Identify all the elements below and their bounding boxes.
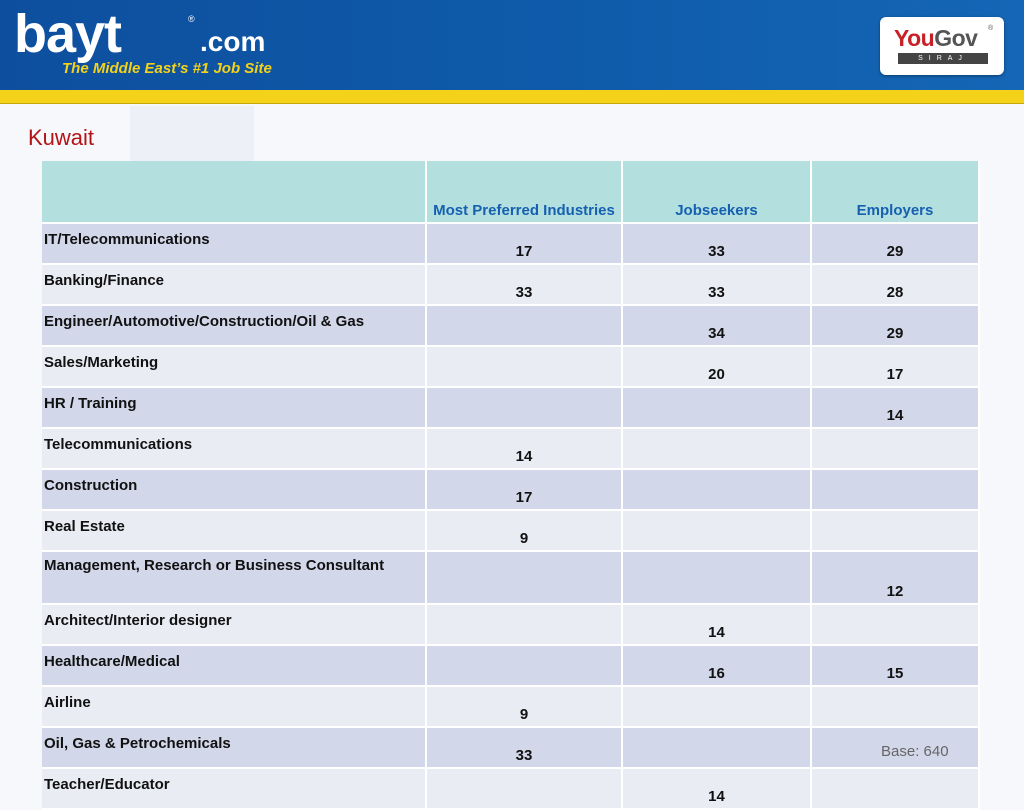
table-header-row [42, 161, 980, 224]
most-preferred-value [427, 646, 623, 687]
most-preferred-value: 9 [427, 687, 623, 728]
table-row [42, 265, 980, 306]
table-row [42, 728, 980, 769]
most-preferred-value [427, 388, 623, 429]
yougov-gov: Gov [934, 25, 978, 51]
header-industry [42, 161, 427, 224]
yougov-you: You [894, 25, 935, 51]
employers-value: 29 [812, 306, 980, 347]
industry-label: Healthcare/Medical [42, 646, 427, 687]
most-preferred-value [427, 605, 623, 646]
jobseekers-value [623, 728, 812, 769]
jobseekers-value [623, 470, 812, 511]
employers-value [812, 605, 980, 646]
table-row [42, 224, 980, 265]
employers-value [812, 687, 980, 728]
jobseekers-value [623, 429, 812, 470]
industry-label: Architect/Interior designer [42, 605, 427, 646]
employers-value: 17 [812, 347, 980, 388]
industry-label: Telecommunications [42, 429, 427, 470]
industry-label: Banking/Finance [42, 265, 427, 306]
table-row [42, 769, 980, 810]
table-row [42, 347, 980, 388]
jobseekers-value [623, 388, 812, 429]
table-row [42, 552, 980, 605]
employers-value: 14 [812, 388, 980, 429]
header-jobseekers: Jobseekers [623, 161, 812, 224]
header-banner [0, 0, 1024, 90]
table-row [42, 306, 980, 347]
table-row [42, 646, 980, 687]
employers-value [812, 429, 980, 470]
table-row [42, 687, 980, 728]
yougov-logo [880, 17, 1004, 75]
industry-label: Real Estate [42, 511, 427, 552]
most-preferred-value: 33 [427, 265, 623, 306]
jobseekers-value [623, 552, 812, 605]
industry-label: Airline [42, 687, 427, 728]
table-row [42, 605, 980, 646]
most-preferred-value [427, 552, 623, 605]
industry-label: Oil, Gas & Petrochemicals [42, 728, 427, 769]
jobseekers-value: 14 [623, 605, 812, 646]
most-preferred-value: 17 [427, 224, 623, 265]
base-note: Base: 640 [881, 743, 949, 760]
industry-preference-table [42, 161, 980, 810]
page-title: Kuwait [28, 125, 95, 150]
jobseekers-value: 33 [623, 265, 812, 306]
employers-value [812, 769, 980, 810]
industry-label: Engineer/Automotive/Construction/Oil & Gas [42, 306, 427, 347]
background-watermark [130, 106, 254, 162]
jobseekers-value: 33 [623, 224, 812, 265]
jobseekers-value: 34 [623, 306, 812, 347]
employers-value: 12 [812, 552, 980, 605]
yougov-wordmark [894, 25, 977, 51]
most-preferred-value: 14 [427, 429, 623, 470]
table-row [42, 470, 980, 511]
table-row [42, 388, 980, 429]
table-row [42, 429, 980, 470]
jobseekers-value [623, 511, 812, 552]
yougov-subtext: SIRAJ [918, 55, 968, 62]
industry-label: Teacher/Educator [42, 769, 427, 810]
most-preferred-value [427, 306, 623, 347]
tagline: The Middle East’s #1 Job Site [62, 60, 272, 77]
yougov-registered-mark: ® [988, 25, 994, 32]
jobseekers-value: 16 [623, 646, 812, 687]
most-preferred-value: 17 [427, 470, 623, 511]
bayt-logo-registered-mark: ® [188, 14, 195, 24]
most-preferred-value [427, 769, 623, 810]
industry-label: Management, Research or Business Consultant [42, 552, 427, 605]
jobseekers-value: 20 [623, 347, 812, 388]
employers-value: 28 [812, 265, 980, 306]
header-most-preferred: Most Preferred Industries [427, 161, 623, 224]
employers-value [812, 511, 980, 552]
employers-value [812, 470, 980, 511]
most-preferred-value: 9 [427, 511, 623, 552]
employers-value: 29 [812, 224, 980, 265]
bayt-logo: bayt [14, 4, 122, 64]
bayt-logo-suffix: .com [200, 26, 266, 57]
most-preferred-value [427, 347, 623, 388]
jobseekers-value: 14 [623, 769, 812, 810]
industry-label: IT/Telecommunications [42, 224, 427, 265]
most-preferred-value: 33 [427, 728, 623, 769]
industry-label: HR / Training [42, 388, 427, 429]
industry-label: Sales/Marketing [42, 347, 427, 388]
jobseekers-value [623, 687, 812, 728]
table-row [42, 511, 980, 552]
header-employers: Employers [812, 161, 980, 224]
employers-value: 15 [812, 646, 980, 687]
header-stripe [0, 90, 1024, 104]
industry-label: Construction [42, 470, 427, 511]
